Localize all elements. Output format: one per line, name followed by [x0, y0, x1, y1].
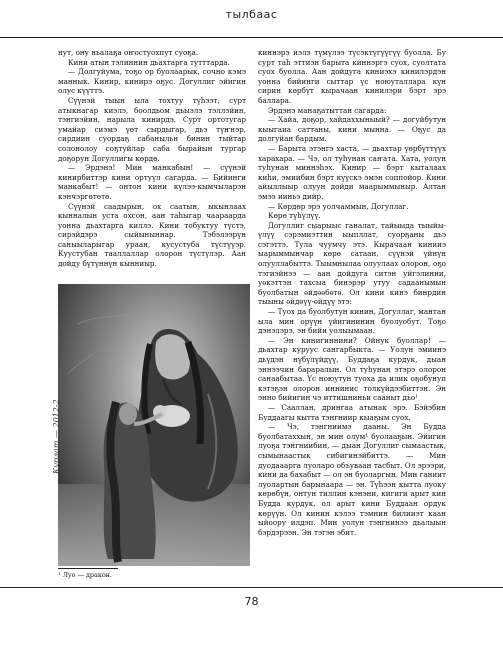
paragraph: Сүүнэй саадырын, ох саатын, ыкынлаах кынналын уста охсон, аан таһыгар чаараарда уонна дьахтарга киллэ. Кини тобуктуу түстэ, сирэйдэрэ сыйыныннар. Тэбэлээрүн саныыларыгар ураан, кусустуба түстүүэр. Куустубан тааллаллар олорон түстүлэр. Аан дойду бүтүннүн кынниыр. — [58, 201, 246, 269]
paragraph: — Чэ, тэнгниимэ дааны. Эн Будда буолбатаххын, эн мин олум¹ буолааҕын. Эйигин луоҕа тэнгниибин, — дыан Догуллиг сымаастык, сымынаастык сибигинэйбиттэ. — Мин дуодааарга луоларо объуваан тасбыт. Ол эрээри, кини да бахабыт — ол эн буоларгын. Мин ганиит луолартын барынаара — эн. Түһээн кытта луоку көрөбүн, онтун тиллин кэнэни, кигиги арыт кин Будда курдук, ол арыт кини Буддаан ордук көрүүн. Ол кинин кэлээ тэмнин билииэт каан ыйоору илдэп. Мин уолун тэнгнинээ дьалыын бэрдэрээн. Эн тэгэн эбит. — [258, 422, 446, 537]
footnote: ¹ Луо — дракон. — [58, 571, 112, 579]
paragraph: Сүүнэй тыын ыла тохтуу түһээт, сурт атыкнагар киэлэ, боолдьом дьыэлэ тэллэйин, тэнгиэйин, нарыла кинирдэ. Сурт ортотугар умайар сиэмэ үөт сырдыгар, дьэ түҥнэр, сирдиин суордаҕ сабаныльн бинин тыйтар солонолоу соҕтуйлар саба бырайын тургар доҕорун Догуллигы көрдө. — [58, 95, 246, 163]
running-head: тылбаас — [225, 8, 278, 21]
paragraph: Догуллиг сыарыыс ганалат, тайыыда тыыйы-үлүү сэрэмиэттин ыыпллат, суорҕаны дьэ сэгэттэ. Тула чуумчу этэ. Кырачаан кинииэ ыарыммынчар көрө сатаан, сүүнэй үйнүн олууллабыттэ. Тыымнылаа олуулаах олорон, оҕо тэгиэйнээ — аан дойдуга ситэн уйгэлинни, уѳкэттэн тахсыа бинэрэр утуу садаанымын буолбатын ѳйдѳѳбѳтѳ. Ол кини кинэ бинрдин тыыны ѳйдѳүү-ѳйдүү этэ: — [258, 220, 446, 307]
paragraph: — Туох да буолбутун кинин, Догуллаг, мантан ыла мин орүүн үйигининин буолуобут. Тоҕо дэнэлэрэ, эн бийи уолыымаан. — [258, 307, 446, 336]
illustration-drawing — [58, 284, 250, 566]
paragraph: — Хайа, доҕор, хайдаххыныый? — догуйбутун кыыгаиа саттаны, кини мынна. — Оҕус да долгуйан бардым. — [258, 115, 446, 144]
paragraph: Кини атын тэлиннин дьахтарга тутттарда. — [68, 57, 230, 67]
page-number: 78 — [244, 595, 259, 608]
paragraph: киннэрэ иэлэ түмүлээ түсэктүгүүгүү буолла. Бу сурт таһ эттиэн барыта киннэргэ суох, суолтата суох буолла. Аан дойдуга киниэхэ кинилэрдэн уонна бийинги сыттар үс ноюуталлара күн сирин көрбүт кырачаан кинилэри бэрт эрэ баллара. — [258, 48, 446, 105]
right-text-column — [258, 48, 446, 584]
paragraph: нут, ону ньалаҕа оҥостуохпут суоҕа. — [58, 48, 199, 57]
paragraph: — Көрдөр эрэ уолчаммын, Догуллаг. — [268, 201, 409, 211]
paragraph: — Эн кинигиннини? Ойнук буоллар! — дьахтар куруус сангарбыкта. — Уолун эмиинэ дьүдэн нүбүлүйдүү, Буддаҕа курдук, дыан эннээчин бараралын. Ол туһунан этэрэ олорон санаабытаа. Үс ноюутун туоха да илик оҕобунуп кэтэҕэн олорон иннинис толкүйдээбиттэн. Эн энно бийигин чэ иттишниньи сааныт дьо¹ — [258, 335, 446, 403]
paragraph: Көрө түһүлүү. — [268, 211, 321, 221]
left-text-column — [58, 48, 246, 278]
paragraph: — Барыта этэнгэ хаста, — дьахтар үөрбүттүүх харахара. — Чэ, ол туһунан саҥата. Хата, уолун туһунан миннэһэх. Кинир — бэрт кыталаах киһи, эмиибин бэрт күүскэ эмэн соппойор. Кини айыллыыр олуун дойди маарыммыныр. Алтан эмээ ииньэ дийр. — [258, 143, 446, 201]
bottom-rule — [0, 587, 503, 588]
top-rule — [0, 37, 503, 38]
illustration — [58, 284, 250, 566]
paragraph: — Эрдэнэ! Мин манкабын! — сүүнэй кинирбиттэр кини ортуүл сагарда. — Бийинги манкабыт! — онтон кини күлээ-кымчыларэн кэнчэргөтөтө. — [58, 163, 246, 201]
paragraph: — Долгуйума, тоҕо ор буолаарык, сочно кэмэ маннык. Кинир, кинирэ оҕус. Догуллиг эйигин олус күүттэ. — [58, 67, 246, 96]
paragraph: — Сааллан, дрингаа атынак эрэ. Бэйэбин Буддаагы кытта тэнгниир кыаҕым суох. — [258, 402, 446, 422]
paragraph: Эрдэнэ манаҕатыттан сагарда: — [268, 105, 387, 115]
artist-signature: Курлат — 2012-2 — [52, 399, 61, 474]
footnote-rule — [58, 568, 118, 569]
